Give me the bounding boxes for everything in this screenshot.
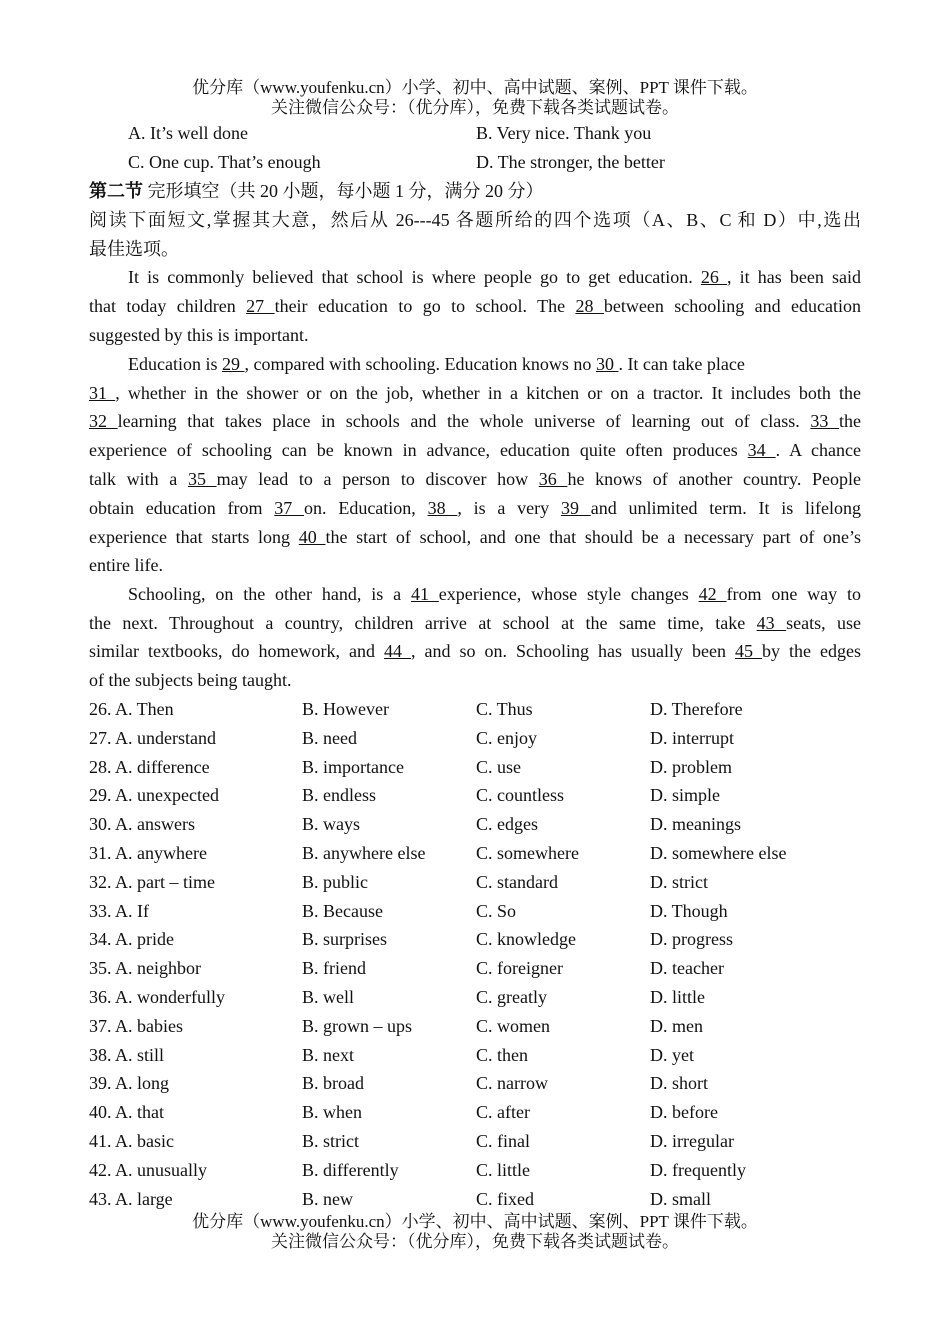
option-b: B. anywhere else xyxy=(302,843,426,863)
text: , and so on. Schooling has usually been xyxy=(411,641,736,661)
option-b: B. grown – ups xyxy=(302,1015,413,1036)
p1-line-1 xyxy=(128,266,861,288)
option-a: 40. A. that xyxy=(89,1102,164,1123)
option-d: D. The stronger, the better xyxy=(476,152,665,172)
option-row xyxy=(89,1072,861,1094)
option-a: 42. A. unusually xyxy=(89,1159,208,1180)
p1-line-3: suggested by this is important. xyxy=(89,325,309,345)
text: may lead to a person to discover how xyxy=(216,469,539,489)
option-d: D. teacher xyxy=(650,958,724,979)
option-a: 30. A. answers xyxy=(89,814,195,835)
option-b: B. However xyxy=(302,699,389,719)
option-b: B. endless xyxy=(302,785,376,806)
blank-41: 41 xyxy=(410,584,439,604)
text: Education is xyxy=(128,354,222,374)
option-c: C. final xyxy=(476,1131,530,1151)
header-line-2: 关注微信公众号：（优分库），免费下载各类试题试卷。 xyxy=(271,98,679,117)
option-b: B. differently xyxy=(302,1159,399,1180)
section-title xyxy=(89,180,861,202)
option-d: D. simple xyxy=(650,785,720,806)
option-row xyxy=(89,842,861,864)
option-a: 32. A. part – time xyxy=(89,871,215,892)
blank-30: 30 xyxy=(595,354,619,374)
text: their education to go to school. The xyxy=(274,296,576,316)
option-c: C. standard xyxy=(476,871,558,892)
option-b: B. strict xyxy=(302,1131,359,1151)
blank-32: 32 xyxy=(89,411,118,431)
option-a: A. It’s well done xyxy=(128,123,248,143)
p3-line-2 xyxy=(89,612,861,634)
blank-43: 43 xyxy=(756,613,787,633)
p3-line-4: of the subjects being taught. xyxy=(89,670,292,690)
text: obtain education from xyxy=(89,498,275,518)
text: It is commonly believed that school is where people go to get education. xyxy=(128,267,701,287)
prev-options-row-2 xyxy=(89,151,861,173)
text: experience that starts long xyxy=(89,527,299,547)
text: by the edges xyxy=(762,641,862,661)
option-a: 37. A. babies xyxy=(89,1015,183,1036)
option-d: D. strict xyxy=(650,871,708,892)
option-b: B. Because xyxy=(302,900,383,921)
option-c: C. then xyxy=(476,1044,528,1065)
option-c: C. narrow xyxy=(476,1073,548,1094)
blank-31: 31 xyxy=(89,383,116,403)
option-row xyxy=(89,957,861,979)
option-b: B. next xyxy=(302,1044,354,1065)
blank-33: 33 xyxy=(810,411,840,431)
p1-line-2 xyxy=(89,295,861,317)
option-d: D. Therefore xyxy=(650,699,743,719)
option-d: D. small xyxy=(650,1188,711,1209)
footer-line-1: 优分库（www.youfenku.cn）小学、初中、高中试题、案例、PPT 课件下载。 xyxy=(192,1212,758,1231)
option-row xyxy=(89,727,861,749)
text: learning that takes place in schools and the whole universe of learning out of class. xyxy=(117,411,811,431)
option-row xyxy=(89,1015,861,1037)
option-d: D. little xyxy=(650,987,705,1007)
option-row xyxy=(89,698,861,720)
instruction-line-1: 阅读下面短文,掌握其大意，然后从 26---45 各题所给的四个选项（A、B、C 和 D）中,选出 xyxy=(89,210,861,230)
text: , it has been said xyxy=(727,267,861,287)
option-a: 39. A. long xyxy=(89,1073,170,1094)
option-b: B. well xyxy=(302,987,354,1007)
blank-42: 42 xyxy=(698,584,727,604)
option-a: 36. A. wonderfully xyxy=(89,987,225,1007)
header-line-1: 优分库（www.youfenku.cn）小学、初中、高中试题、案例、PPT 课件下载。 xyxy=(192,78,758,97)
option-d: D. before xyxy=(650,1102,718,1123)
option-row xyxy=(89,813,861,835)
option-d: D. meanings xyxy=(650,814,741,835)
text: . It can take place xyxy=(618,354,745,374)
section-title-rest: 完形填空（共 20 小题，每小题 1 分，满分 20 分） xyxy=(143,181,544,201)
option-row xyxy=(89,1044,861,1066)
blank-37: 37 xyxy=(274,498,305,518)
blank-27: 27 xyxy=(246,296,275,316)
text: , whether in the shower or on the job, whether in a kitchen or on a tractor. It includes both the xyxy=(115,383,862,403)
text: and unlimited term. It is lifelong xyxy=(590,498,862,518)
text: the next. Throughout a country, children arrive at school at the same time, take xyxy=(89,613,757,633)
option-c: C. One cup. That’s enough xyxy=(128,152,321,172)
text: between schooling and education xyxy=(603,296,861,316)
blank-44: 44 xyxy=(383,641,411,661)
text: experience, whose style changes xyxy=(438,584,699,604)
option-row xyxy=(89,900,861,922)
option-c: C. after xyxy=(476,1102,530,1123)
blank-28: 28 xyxy=(575,296,604,316)
p2-line-2 xyxy=(89,382,861,404)
instruction-line-2: 最佳选项。 xyxy=(89,239,179,259)
blank-39: 39 xyxy=(560,498,591,518)
option-b: B. need xyxy=(302,727,357,748)
text: similar textbooks, do homework, and xyxy=(89,641,384,661)
option-c: C. So xyxy=(476,900,517,921)
option-b: B. when xyxy=(302,1102,362,1123)
option-d: D. yet xyxy=(650,1044,694,1065)
option-b: B. new xyxy=(302,1188,353,1209)
option-d: D. frequently xyxy=(650,1159,746,1180)
text: he knows of another country. People xyxy=(567,469,861,489)
p2-line-4 xyxy=(89,439,861,461)
option-a: 27. A. understand xyxy=(89,727,216,748)
text: from one way to xyxy=(726,584,862,604)
option-row xyxy=(89,1101,861,1123)
section-title-bold: 第二节 xyxy=(89,181,143,201)
option-d: D. problem xyxy=(650,756,732,777)
option-row xyxy=(89,1130,861,1152)
option-a: 33. A. If xyxy=(89,900,149,921)
option-c: C. foreigner xyxy=(476,958,563,979)
option-row xyxy=(89,871,861,893)
blank-26: 26 xyxy=(700,267,728,287)
option-d: D. short xyxy=(650,1073,708,1094)
blank-35: 35 xyxy=(187,469,217,489)
option-a: 29. A. unexpected xyxy=(89,785,219,806)
option-c: C. fixed xyxy=(476,1188,534,1209)
text: the start of school, and one that should be a necessary part of one’s xyxy=(325,527,862,547)
option-a: 34. A. pride xyxy=(89,929,174,950)
option-a: 28. A. difference xyxy=(89,756,210,777)
text: that today children xyxy=(89,296,247,316)
option-d: D. progress xyxy=(650,929,733,950)
text: seats, use xyxy=(786,613,861,633)
p3-line-3 xyxy=(89,640,861,662)
p2-line-6 xyxy=(89,497,861,519)
option-d: D. Though xyxy=(650,900,728,921)
footer-line-2: 关注微信公众号：（优分库），免费下载各类试题试卷。 xyxy=(271,1232,679,1251)
blank-36: 36 xyxy=(538,469,568,489)
option-c: C. countless xyxy=(476,785,564,806)
text: the xyxy=(839,411,862,431)
option-a: 41. A. basic xyxy=(89,1131,174,1151)
option-a: 38. A. still xyxy=(89,1044,165,1065)
option-c: C. greatly xyxy=(476,987,547,1007)
blank-38: 38 xyxy=(427,498,458,518)
option-c: C. use xyxy=(476,756,521,777)
blank-40: 40 xyxy=(298,527,326,547)
option-a: 31. A. anywhere xyxy=(89,843,207,863)
option-row xyxy=(89,986,861,1008)
option-c: C. enjoy xyxy=(476,727,537,748)
p3-line-1 xyxy=(128,583,861,605)
option-b: B. importance xyxy=(302,756,404,777)
text: Schooling, on the other hand, is a xyxy=(128,584,411,604)
option-row xyxy=(89,756,861,778)
option-b: B. Very nice. Thank you xyxy=(476,123,652,143)
option-row xyxy=(89,784,861,806)
p2-line-8: entire life. xyxy=(89,555,163,575)
text: on. Education, xyxy=(304,498,428,518)
p2-line-7 xyxy=(89,526,861,548)
option-b: B. public xyxy=(302,871,368,892)
option-row xyxy=(89,928,861,950)
p2-line-5 xyxy=(89,468,861,490)
text: experience of schooling can be known in advance, education quite often produces xyxy=(89,440,748,460)
text: , is a very xyxy=(457,498,561,518)
option-row xyxy=(89,1159,861,1181)
option-d: D. interrupt xyxy=(650,727,734,748)
blank-34: 34 xyxy=(747,440,776,460)
text: . A chance xyxy=(775,440,861,460)
option-b: B. broad xyxy=(302,1073,364,1094)
p2-line-1 xyxy=(128,353,861,375)
option-row xyxy=(89,1188,861,1210)
text: talk with a xyxy=(89,469,188,489)
blank-45: 45 xyxy=(735,641,763,661)
option-c: C. Thus xyxy=(476,699,533,719)
option-b: B. surprises xyxy=(302,929,387,950)
blank-29: 29 xyxy=(221,354,245,374)
text: , compared with schooling. Education knows no xyxy=(244,354,596,374)
option-c: C. knowledge xyxy=(476,929,576,950)
option-c: C. somewhere xyxy=(476,843,579,863)
option-a: 43. A. large xyxy=(89,1188,173,1209)
p2-line-3 xyxy=(89,410,861,432)
option-a: 35. A. neighbor xyxy=(89,958,201,979)
option-c: C. women xyxy=(476,1015,550,1036)
option-c: C. little xyxy=(476,1159,530,1180)
option-a: 26. A. Then xyxy=(89,699,174,719)
option-d: D. somewhere else xyxy=(650,843,787,863)
prev-options-row-1 xyxy=(89,122,861,144)
option-b: B. friend xyxy=(302,958,366,979)
option-c: C. edges xyxy=(476,814,538,835)
option-d: D. men xyxy=(650,1015,703,1036)
option-b: B. ways xyxy=(302,814,360,835)
option-d: D. irregular xyxy=(650,1131,734,1151)
